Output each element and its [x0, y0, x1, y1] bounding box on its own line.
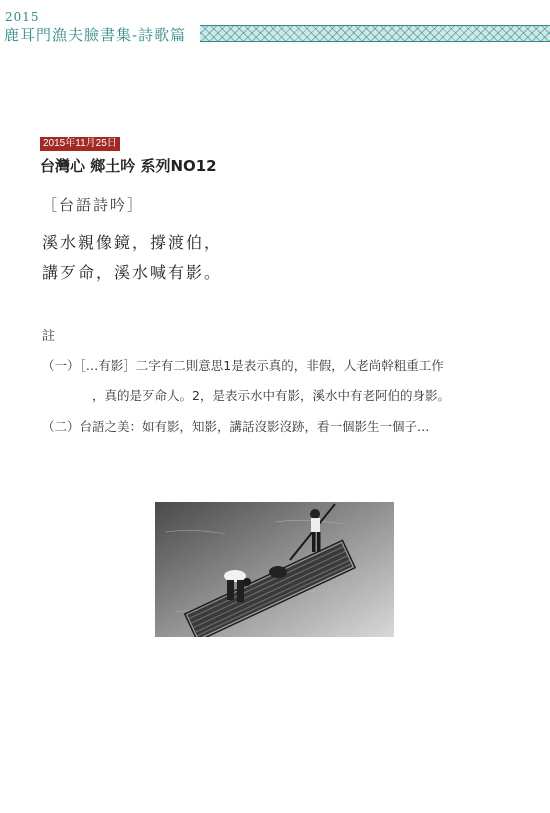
header-year: 2015 — [5, 10, 40, 24]
notes-heading: 註 — [42, 329, 56, 344]
note-item: （二）台語之美：如有影，知影，講話沒影沒跡，看一個影生一個子… — [42, 419, 430, 434]
header-decorative-band — [200, 25, 550, 42]
note-item-continuation: ，真的是歹命人。2，是表示水中有影，溪水中有老阿伯的身影。 — [92, 388, 450, 403]
poem-line: 講歹命，溪水喊有影。 — [42, 263, 223, 282]
post-title: 台灣心 鄉土吟 系列NO12 — [40, 157, 217, 175]
page-header — [0, 0, 550, 48]
raft-photo — [155, 502, 394, 637]
header-title: 鹿耳門漁夫臉書集-詩歌篇 — [4, 26, 187, 44]
poem-line: 溪水親像鏡，撐渡伯， — [42, 233, 223, 252]
note-item: （一）［…有影］二字有二則意思1是表示真的，非假，人老尚幹粗重工作 — [42, 358, 444, 373]
poem-tag: ［台語詩吟］ — [42, 196, 145, 214]
date-badge: 2015年11月25日 — [40, 137, 120, 151]
